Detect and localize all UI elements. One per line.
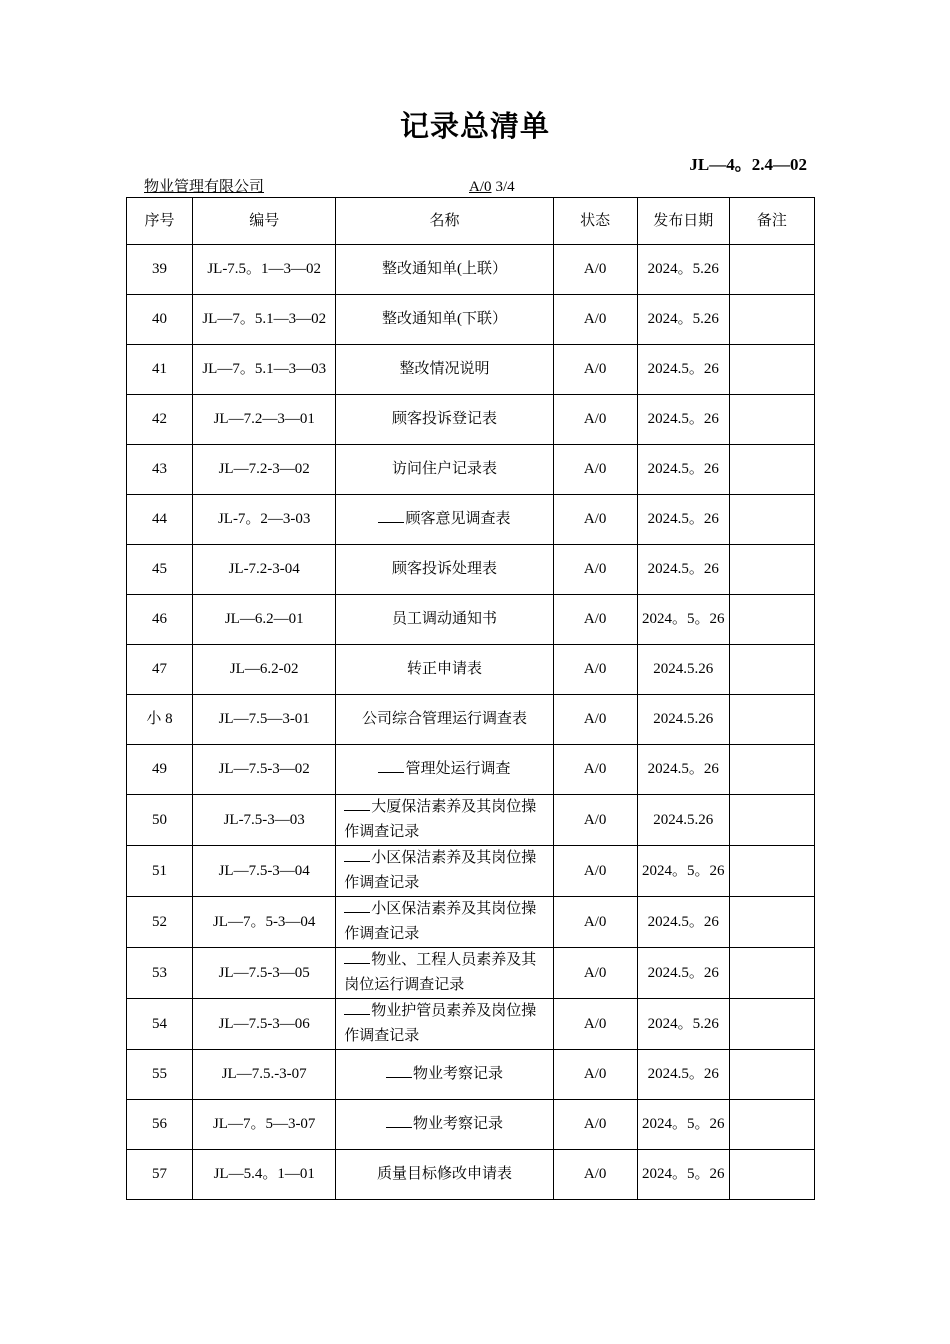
row-name bbox=[336, 1150, 553, 1200]
row-no: 46 bbox=[127, 595, 193, 645]
page-number: 3/4 bbox=[495, 179, 515, 195]
row-date: 2024。5。26 bbox=[637, 595, 729, 645]
row-no: 51 bbox=[127, 846, 193, 897]
row-code: JL—7。5.1—3—02 bbox=[193, 295, 336, 345]
row-no: 53 bbox=[127, 948, 193, 999]
row-date: 2024.5。26 bbox=[637, 745, 729, 795]
row-date: 2024.5。26 bbox=[637, 545, 729, 595]
fill-in-blank bbox=[344, 847, 370, 862]
row-code: JL—7。5-3—04 bbox=[193, 897, 336, 948]
row-note bbox=[729, 295, 814, 345]
meta-line bbox=[144, 175, 515, 196]
row-no: 45 bbox=[127, 545, 193, 595]
row-name-text: 顾客投诉登记表 bbox=[391, 411, 497, 427]
row-name bbox=[336, 897, 553, 948]
row-name-text: 管理处运行调查 bbox=[405, 761, 511, 777]
version-label: A/0 bbox=[469, 179, 492, 195]
row-note bbox=[729, 545, 814, 595]
table-row bbox=[127, 445, 815, 495]
row-code: JL—7.5-3—05 bbox=[193, 948, 336, 999]
row-no: 50 bbox=[127, 795, 193, 846]
fill-in-blank bbox=[378, 508, 404, 523]
row-date: 2024.5。26 bbox=[637, 897, 729, 948]
row-name bbox=[336, 595, 553, 645]
row-note bbox=[729, 846, 814, 897]
row-status: A/0 bbox=[553, 645, 637, 695]
row-date: 2024.5。26 bbox=[637, 445, 729, 495]
row-note bbox=[729, 495, 814, 545]
row-status: A/0 bbox=[553, 595, 637, 645]
row-name-text: 整改通知单(下联） bbox=[381, 311, 507, 327]
row-code: JL—5.4。1—01 bbox=[193, 1150, 336, 1200]
header-code: 编号 bbox=[193, 198, 336, 245]
row-name bbox=[336, 445, 553, 495]
table-row bbox=[127, 545, 815, 595]
table-row bbox=[127, 745, 815, 795]
row-note bbox=[729, 445, 814, 495]
row-status: A/0 bbox=[553, 395, 637, 445]
row-no: 44 bbox=[127, 495, 193, 545]
row-date: 2024。5.26 bbox=[637, 295, 729, 345]
row-name-text: 小区保洁素养及其岗位操作调查记录 bbox=[344, 850, 537, 891]
row-note bbox=[729, 948, 814, 999]
table-row bbox=[127, 795, 815, 846]
row-date: 2024.5.26 bbox=[637, 645, 729, 695]
row-code: JL-7.5。1—3—02 bbox=[193, 245, 336, 295]
row-code: JL—7.5.-3-07 bbox=[193, 1050, 336, 1100]
table-row bbox=[127, 695, 815, 745]
header-status: 状态 bbox=[553, 198, 637, 245]
row-status: A/0 bbox=[553, 999, 637, 1050]
row-status: A/0 bbox=[553, 745, 637, 795]
row-note bbox=[729, 395, 814, 445]
row-no: 40 bbox=[127, 295, 193, 345]
row-no: 小 8 bbox=[127, 695, 193, 745]
row-code: JL—7.5—3-01 bbox=[193, 695, 336, 745]
row-status: A/0 bbox=[553, 295, 637, 345]
row-name bbox=[336, 245, 553, 295]
row-note bbox=[729, 999, 814, 1050]
table-row bbox=[127, 395, 815, 445]
row-name-text: 公司综合管理运行调查表 bbox=[361, 711, 527, 727]
row-name bbox=[336, 495, 553, 545]
row-name-text: 员工调动通知书 bbox=[391, 611, 497, 627]
row-status: A/0 bbox=[553, 545, 637, 595]
row-name-text: 整改情况说明 bbox=[399, 361, 490, 377]
row-status: A/0 bbox=[553, 795, 637, 846]
fill-in-blank bbox=[344, 898, 370, 913]
table-row bbox=[127, 1050, 815, 1100]
row-code: JL—7.2-3—02 bbox=[193, 445, 336, 495]
row-code: JL—7.5-3—04 bbox=[193, 846, 336, 897]
fill-in-blank bbox=[344, 1000, 370, 1015]
row-name bbox=[336, 345, 553, 395]
row-name bbox=[336, 1100, 553, 1150]
row-name-text: 整改通知单(上联） bbox=[381, 261, 507, 277]
row-note bbox=[729, 645, 814, 695]
row-name bbox=[336, 1050, 553, 1100]
fill-in-blank bbox=[344, 796, 370, 811]
row-name bbox=[336, 545, 553, 595]
row-status: A/0 bbox=[553, 1150, 637, 1200]
company-name: 物业管理有限公司 bbox=[144, 179, 265, 195]
row-status: A/0 bbox=[553, 1100, 637, 1150]
row-no: 52 bbox=[127, 897, 193, 948]
row-code: JL—6.2—01 bbox=[193, 595, 336, 645]
fill-in-blank bbox=[378, 758, 404, 773]
row-name bbox=[336, 395, 553, 445]
table-row bbox=[127, 948, 815, 999]
row-no: 43 bbox=[127, 445, 193, 495]
row-name-text: 物业考察记录 bbox=[412, 1116, 503, 1132]
row-name-text: 顾客意见调查表 bbox=[405, 511, 511, 527]
row-code: JL—7。5.1—3—03 bbox=[193, 345, 336, 395]
row-date: 2024.5。26 bbox=[637, 948, 729, 999]
table-row bbox=[127, 245, 815, 295]
row-date: 2024.5.26 bbox=[637, 695, 729, 745]
fill-in-blank bbox=[386, 1113, 412, 1128]
row-no: 39 bbox=[127, 245, 193, 295]
row-name-text: 顾客投诉处理表 bbox=[391, 561, 497, 577]
row-code: JL—7。5—3-07 bbox=[193, 1100, 336, 1150]
document-code: JL—4。2.4—02 bbox=[689, 155, 807, 174]
fill-in-blank bbox=[344, 949, 370, 964]
row-name-text: 访问住户记录表 bbox=[391, 461, 497, 477]
row-note bbox=[729, 1150, 814, 1200]
row-note bbox=[729, 245, 814, 295]
row-note bbox=[729, 897, 814, 948]
row-status: A/0 bbox=[553, 245, 637, 295]
row-date: 2024。5。26 bbox=[637, 1100, 729, 1150]
row-status: A/0 bbox=[553, 948, 637, 999]
row-name bbox=[336, 795, 553, 846]
row-status: A/0 bbox=[553, 846, 637, 897]
row-name bbox=[336, 846, 553, 897]
row-no: 42 bbox=[127, 395, 193, 445]
table-row bbox=[127, 1150, 815, 1200]
header-row bbox=[127, 198, 815, 245]
row-date: 2024。5。26 bbox=[637, 1150, 729, 1200]
row-code: JL—7.2—3—01 bbox=[193, 395, 336, 445]
document-title: 记录总清单 bbox=[399, 111, 550, 143]
row-no: 49 bbox=[127, 745, 193, 795]
table-row bbox=[127, 495, 815, 545]
row-no: 41 bbox=[127, 345, 193, 395]
row-no: 56 bbox=[127, 1100, 193, 1150]
row-note bbox=[729, 595, 814, 645]
row-status: A/0 bbox=[553, 445, 637, 495]
row-no: 54 bbox=[127, 999, 193, 1050]
row-code: JL-7。2—3-03 bbox=[193, 495, 336, 545]
row-no: 55 bbox=[127, 1050, 193, 1100]
row-name bbox=[336, 999, 553, 1050]
row-note bbox=[729, 745, 814, 795]
row-name-text: 质量目标修改申请表 bbox=[376, 1166, 512, 1182]
row-date: 2024。5.26 bbox=[637, 999, 729, 1050]
table-row bbox=[127, 595, 815, 645]
row-date: 2024.5.26 bbox=[637, 795, 729, 846]
table-row bbox=[127, 295, 815, 345]
table-row bbox=[127, 846, 815, 897]
row-name bbox=[336, 948, 553, 999]
row-date: 2024.5。26 bbox=[637, 495, 729, 545]
row-code: JL—6.2-02 bbox=[193, 645, 336, 695]
row-date: 2024.5。26 bbox=[637, 395, 729, 445]
row-status: A/0 bbox=[553, 1050, 637, 1100]
row-note bbox=[729, 345, 814, 395]
row-code: JL—7.5-3—06 bbox=[193, 999, 336, 1050]
table-row bbox=[127, 999, 815, 1050]
row-no: 47 bbox=[127, 645, 193, 695]
table-row bbox=[127, 645, 815, 695]
row-date: 2024.5。26 bbox=[637, 1050, 729, 1100]
header-name: 名称 bbox=[336, 198, 553, 245]
row-name-text: 物业考察记录 bbox=[412, 1066, 503, 1082]
row-date: 2024。5。26 bbox=[637, 846, 729, 897]
row-name-text: 物业护管员素养及岗位操作调查记录 bbox=[344, 1003, 537, 1044]
table-row bbox=[127, 897, 815, 948]
row-name bbox=[336, 695, 553, 745]
row-note bbox=[729, 695, 814, 745]
table-row bbox=[127, 345, 815, 395]
header-date: 发布日期 bbox=[637, 198, 729, 245]
records-table bbox=[126, 197, 815, 1200]
row-status: A/0 bbox=[553, 695, 637, 745]
row-code: JL-7.2-3-04 bbox=[193, 545, 336, 595]
row-date: 2024。5.26 bbox=[637, 245, 729, 295]
row-name bbox=[336, 645, 553, 695]
row-code: JL—7.5-3—02 bbox=[193, 745, 336, 795]
row-status: A/0 bbox=[553, 897, 637, 948]
header-note: 备注 bbox=[729, 198, 814, 245]
row-name bbox=[336, 295, 553, 345]
row-name-text: 转正申请表 bbox=[406, 661, 482, 677]
row-status: A/0 bbox=[553, 495, 637, 545]
row-note bbox=[729, 1100, 814, 1150]
table-row bbox=[127, 1100, 815, 1150]
row-note bbox=[729, 795, 814, 846]
fill-in-blank bbox=[386, 1063, 412, 1078]
row-date: 2024.5。26 bbox=[637, 345, 729, 395]
row-name bbox=[336, 745, 553, 795]
row-status: A/0 bbox=[553, 345, 637, 395]
row-code: JL-7.5-3—03 bbox=[193, 795, 336, 846]
header-no: 序号 bbox=[127, 198, 193, 245]
row-no: 57 bbox=[127, 1150, 193, 1200]
row-name-text: 小区保洁素养及其岗位操作调查记录 bbox=[344, 901, 537, 942]
row-name-text: 大厦保洁素养及其岗位操作调查记录 bbox=[344, 799, 537, 840]
row-note bbox=[729, 1050, 814, 1100]
row-name-text: 物业、工程人员素养及其岗位运行调查记录 bbox=[344, 952, 537, 993]
